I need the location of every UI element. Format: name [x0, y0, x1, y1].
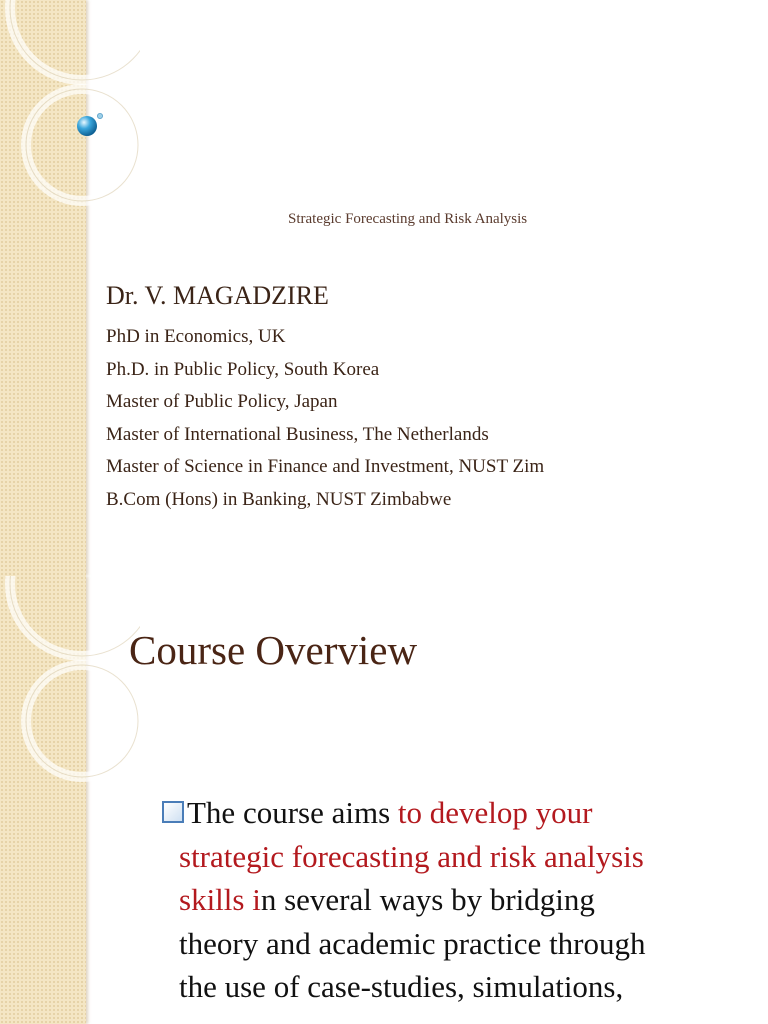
bullet-highlight: skills i [179, 882, 261, 917]
presentation-subtitle: Strategic Forecasting and Risk Analysis [288, 211, 528, 227]
decorative-sidebar [0, 576, 86, 1024]
bullet-text: The course aims [187, 795, 398, 830]
credential-item: B.Com (Hons) in Banking, NUST Zimbabwe [106, 488, 452, 510]
decorative-sidebar [0, 0, 86, 576]
credential-item: Master of Science in Finance and Investment, NUST Zim [106, 456, 545, 477]
sidebar-circles-graphic [0, 576, 140, 1024]
credential-item: Ph.D. in Public Policy, South Korea [106, 358, 380, 380]
credential-item: PhD in Economics, UK [106, 326, 286, 347]
blue-orb-icon [74, 110, 108, 144]
bullet-highlight: to develop your [397, 795, 593, 830]
slide-course-overview [0, 576, 768, 1024]
checkbox-bullet-icon [162, 801, 184, 823]
credential-item: Master of Public Policy, Japan [106, 391, 338, 412]
credential-item: Master of International Business, The Netherlands [106, 423, 489, 445]
bullet-line: the use of case-studies, simulations, [179, 969, 624, 1004]
slide-title: Course Overview [129, 627, 418, 673]
presenter-name: Dr. V. MAGADZIRE [106, 281, 329, 310]
bullet-text: n several ways by bridging [260, 882, 595, 917]
bullet-line: theory and academic practice through [179, 925, 646, 961]
credentials-list [106, 321, 544, 516]
bullet-highlight: strategic forecasting and risk analysis [179, 838, 644, 874]
bullet-line [162, 835, 752, 879]
bullet-paragraph [162, 791, 752, 1009]
bullet-line [162, 878, 752, 922]
